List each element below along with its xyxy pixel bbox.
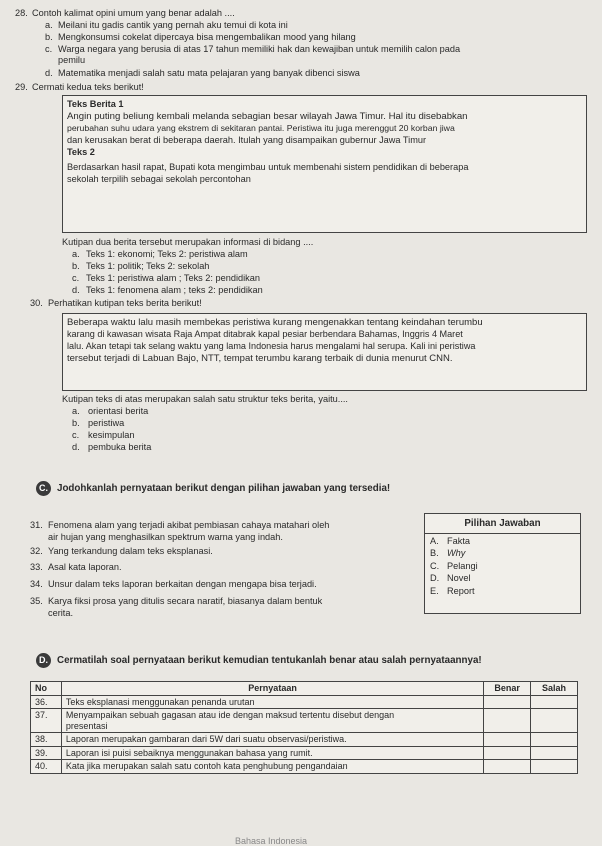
matching-item-number: 35. xyxy=(30,596,43,606)
row-statement-cell xyxy=(61,709,483,733)
row-number: 38. xyxy=(31,733,62,747)
table-row xyxy=(31,709,578,733)
choice-text: Fakta xyxy=(447,536,470,546)
q30-option-letter: d. xyxy=(72,442,80,452)
section-c-title: Jodohkanlah pernyataan berikut dengan pilihan jawaban yang tersedia! xyxy=(57,483,391,494)
q29-option-text: Teks 1: peristiwa alam ; Teks 2: pendidikan xyxy=(86,273,260,283)
q30-box-line: Beberapa waktu lalu masih membekas peristiwa kurang mengenakkan tentang keindahan terumbu xyxy=(67,317,483,328)
row-statement: Laporan isi puisi sebaiknya menggunakan bahasa yang rumit. xyxy=(61,746,483,760)
q30-option-text: peristiwa xyxy=(88,418,125,428)
q29-text1-line: dan kerusakan berat di beberapa daerah. Itulah yang disampaikan gubernur Jawa Timur xyxy=(67,135,427,145)
answer-choices-box xyxy=(424,513,581,614)
header-false: Salah xyxy=(531,682,578,696)
table-header-row xyxy=(31,682,578,696)
matching-item-text-cont: air hujan yang menghasilkan spektrum warna yang indah. xyxy=(48,532,283,542)
table-row xyxy=(31,733,578,747)
q29-text2-line: Berdasarkan hasil rapat, Bupati kota mengimbau untuk membenahi sistem pendidikan di beberapa xyxy=(67,162,469,172)
choice-text: Pelangi xyxy=(447,561,478,571)
q28-number: 28. xyxy=(15,8,28,18)
q29-option-text: Teks 1: ekonomi; Teks 2: peristiwa alam xyxy=(86,249,248,259)
choice-letter: D. xyxy=(430,573,440,583)
q29-text2-line: sekolah terpilih sebagai sekolah percontohan xyxy=(67,174,251,184)
matching-item-number: 33. xyxy=(30,562,43,572)
choice-letter: A. xyxy=(430,536,439,546)
q30-option-letter: b. xyxy=(72,418,80,428)
q29-text-box xyxy=(62,95,587,233)
matching-item-text: Unsur dalam teks laporan berkaitan dengan mengapa bisa terjadi. xyxy=(48,579,317,589)
section-c-badge: C. xyxy=(36,481,51,496)
q29-text2-title: Teks 2 xyxy=(67,147,95,157)
false-answer-cell[interactable] xyxy=(531,746,578,760)
q29-option-text: Teks 1: fenomena alam ; teks 2: pendidikan xyxy=(86,285,263,295)
matching-item-number: 32. xyxy=(30,546,43,556)
true-answer-cell[interactable] xyxy=(484,733,531,747)
q29-option-letter: b. xyxy=(72,261,80,271)
choice-letter: C. xyxy=(430,561,440,571)
matching-item-number: 31. xyxy=(30,520,43,530)
matching-item-text: Yang terkandung dalam teks eksplanasi. xyxy=(48,546,213,556)
q30-box-line: karang di kawasan wisata Raja Ampat ditabrak kapal pesiar berbendara Bahamas, Inggris 4 Maret xyxy=(67,329,463,339)
row-statement-cont: presentasi xyxy=(65,720,108,731)
q30-option-letter: a. xyxy=(72,406,80,416)
matching-item-text: Karya fiksi prosa yang ditulis secara naratif, biasanya dalam bentuk xyxy=(48,596,323,606)
q29-text1-title: Teks Berita 1 xyxy=(67,99,124,109)
false-answer-cell[interactable] xyxy=(531,760,578,774)
q29-text1-line: perubahan suhu udara yang ekstrem di sekitaran pantai. Peristiwa itu juga merenggut 20 korban jiwa xyxy=(67,123,455,133)
true-false-table xyxy=(30,681,578,774)
q30-text-box xyxy=(62,313,587,391)
row-number: 37. xyxy=(31,709,62,733)
q29-option-letter: a. xyxy=(72,249,80,259)
section-d-title: Cermatilah soal pernyataan berikut kemudian tentukanlah benar atau salah pernyataannya! xyxy=(57,655,482,666)
true-answer-cell[interactable] xyxy=(484,695,531,709)
choice-text: Report xyxy=(447,586,475,596)
q30-prompt: Kutipan teks di atas merupakan salah satu struktur teks berita, yaitu.... xyxy=(62,394,348,404)
true-answer-cell[interactable] xyxy=(484,760,531,774)
table-row xyxy=(31,695,578,709)
matching-item-text-cont: cerita. xyxy=(48,608,74,618)
false-answer-cell[interactable] xyxy=(531,695,578,709)
row-statement: Laporan merupakan gambaran dari 5W dari suatu observasi/peristiwa. xyxy=(61,733,483,747)
q30-box-line: tersebut terjadi di Labuan Bajo, NTT, tempat terumbu karang terbaik di dunia menurut CNN. xyxy=(67,353,453,364)
choice-letter: B. xyxy=(430,548,439,558)
q29-option-letter: d. xyxy=(72,285,80,295)
matching-item-text: Fenomena alam yang terjadi akibat pembiasan cahaya matahari oleh xyxy=(48,520,330,530)
q28-option-text-cont: pemilu xyxy=(58,55,86,65)
q29-text1-line: Angin puting beliung kembali melanda sebagian besar wilayah Jawa Timur. Hal itu disebabkan xyxy=(67,111,468,122)
q28-option-letter: d. xyxy=(45,68,53,78)
row-number: 39. xyxy=(31,746,62,760)
matching-item-number: 34. xyxy=(30,579,43,589)
q28-option-text: Matematika menjadi salah satu mata pelajaran yang banyak dibenci siswa xyxy=(58,68,360,78)
q28-option-letter: b. xyxy=(45,32,53,42)
matching-item-text: Asal kata laporan. xyxy=(48,562,122,572)
q29-number: 29. xyxy=(15,82,28,92)
q29-question: Cermati kedua teks berikut! xyxy=(32,82,144,92)
q28-option-letter: c. xyxy=(45,44,53,54)
choice-text: Novel xyxy=(447,573,471,583)
answer-choices-title: Pilihan Jawaban xyxy=(464,518,541,529)
row-number: 36. xyxy=(31,695,62,709)
section-d-badge: D. xyxy=(36,653,51,668)
q30-option-text: kesimpulan xyxy=(88,430,135,440)
q28-question: Contoh kalimat opini umum yang benar adalah .... xyxy=(32,8,235,18)
header-statement: Pernyataan xyxy=(61,682,483,696)
table-row xyxy=(31,746,578,760)
q28-option-text: Mengkonsumsi cokelat dipercaya bisa mengembalikan mood yang hilang xyxy=(58,32,356,42)
q30-option-text: orientasi berita xyxy=(88,406,149,416)
row-statement: Kata jika merupakan salah satu contoh kata penghubung pengandaian xyxy=(61,760,483,774)
row-number: 40. xyxy=(31,760,62,774)
false-answer-cell[interactable] xyxy=(531,709,578,733)
table-row xyxy=(31,760,578,774)
q30-box-line: lalu. Akan tetapi tak selang waktu yang lama Indonesia harus mengalami hal serupa. Kali ini peristiwa xyxy=(67,341,476,351)
header-no: No xyxy=(31,682,62,696)
q30-question: Perhatikan kutipan teks berita berikut! xyxy=(48,298,202,308)
true-answer-cell[interactable] xyxy=(484,746,531,760)
q29-option-letter: c. xyxy=(72,273,80,283)
page-footer: Bahasa Indonesia xyxy=(235,836,308,846)
choice-letter: E. xyxy=(430,586,439,596)
q28-option-text: Warga negara yang berusia di atas 17 tahun memiliki hak dan kewajiban untuk memilih calon pada xyxy=(58,44,461,54)
q30-option-text: pembuka berita xyxy=(88,442,152,452)
header-true: Benar xyxy=(484,682,531,696)
row-statement: Menyampaikan sebuah gagasan atau ide dengan maksud tertentu disebut dengan xyxy=(65,710,395,720)
false-answer-cell[interactable] xyxy=(531,733,578,747)
choice-text: Why xyxy=(447,548,466,558)
q30-option-letter: c. xyxy=(72,430,80,440)
true-answer-cell[interactable] xyxy=(484,709,531,733)
q30-number: 30. xyxy=(30,298,43,308)
row-statement: Teks eksplanasi menggunakan penanda urutan xyxy=(61,695,483,709)
q29-prompt: Kutipan dua berita tersebut merupakan informasi di bidang .... xyxy=(62,237,314,247)
q29-option-text: Teks 1: politik; Teks 2: sekolah xyxy=(86,261,210,271)
q28-option-letter: a. xyxy=(45,20,53,30)
q28-option-text: Meilani itu gadis cantik yang pernah aku temui di kota ini xyxy=(58,20,288,30)
